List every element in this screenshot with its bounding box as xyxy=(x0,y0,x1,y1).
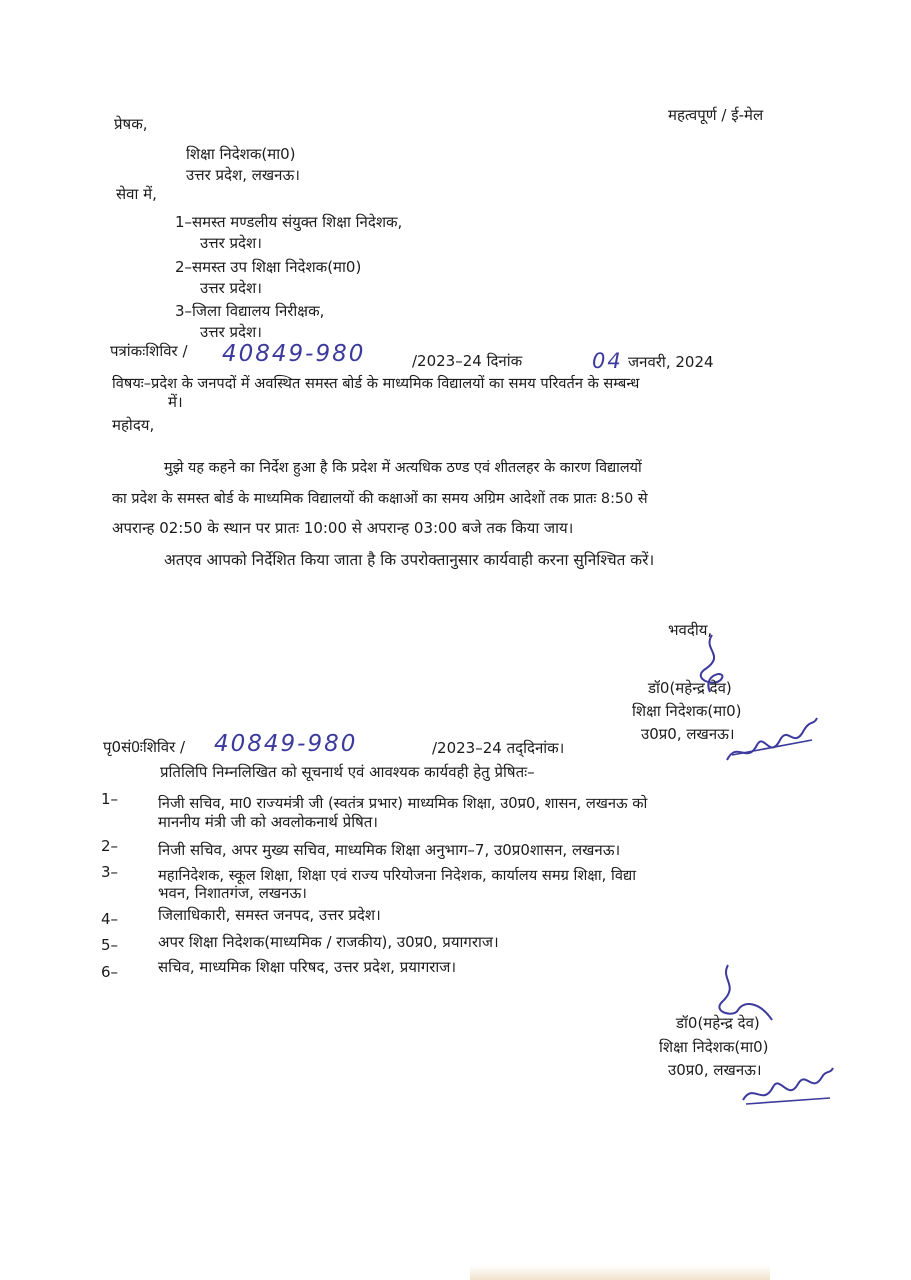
letter-ref-month-year: जनवरी, 2024 xyxy=(628,353,714,371)
copy-item-2-line-1: निजी सचिव, अपर मुख्य सचिव, माध्यमिक शिक्षा अनुभाग–7, उ0प्र0शासन, लखनऊ। xyxy=(158,841,621,859)
recipient-3-name: 3–जिला विद्यालय निरीक्षक, xyxy=(175,302,325,320)
priority-tag: महत्वपूर्ण / ई-मेल xyxy=(668,106,764,124)
letter-ref-handwritten-day: 04 xyxy=(592,349,623,373)
body-paragraph-1-line-1: मुझे यह कहने का निर्देश हुआ है कि प्रदेश में अत्यधिक ठण्ड एवं शीतलहर के कारण विद्यालयों xyxy=(164,460,642,476)
signature-1-closing: भवदीय, xyxy=(668,621,713,639)
recipient-1-place: उत्तर प्रदेश। xyxy=(200,234,262,252)
copy-item-1-line-1: निजी सचिव, मा0 राज्यमंत्री जी (स्वतंत्र प्रभार) माध्यमिक शिक्षा, उ0प्र0, शासन, लखनऊ को xyxy=(158,795,648,812)
body-paragraph-1-line-3: अपरान्ह 02:50 के स्थान पर प्रातः 10:00 से अपरान्ह 03:00 बजे तक किया जाय। xyxy=(112,519,574,537)
copy-item-4-number: 4– xyxy=(101,910,119,928)
copy-item-1-line-2: माननीय मंत्री जी को अवलोकनार्थ प्रेषित। xyxy=(158,813,378,831)
copy-item-1-number: 1– xyxy=(101,790,119,808)
signature-1-designation: शिक्षा निदेशक(मा0) xyxy=(632,702,742,720)
salutation: महोदय, xyxy=(112,416,155,434)
sender-designation: शिक्षा निदेशक(मा0) xyxy=(186,145,296,163)
body-paragraph-2: अतएव आपको निर्देशित किया जाता है कि उपरोक्तानुसार कार्यवाही करना सुनिश्चित करें। xyxy=(164,551,655,569)
recipient-3-place: उत्तर प्रदेश। xyxy=(200,323,262,341)
copy-ref-prefix: पृ0सं0ःशिविर / xyxy=(103,738,186,756)
copy-item-3-line-2: भवन, निशातगंज, लखनऊ। xyxy=(158,884,307,902)
sender-location: उत्तर प्रदेश, लखनऊ। xyxy=(186,166,300,184)
copy-intro: प्रतिलिपि निम्नलिखित को सूचनार्थ एवं आवश्यक कार्यवही हेतु प्रेषितः– xyxy=(160,763,535,781)
sender-label: प्रेषक, xyxy=(114,115,148,133)
letter-ref-session-date: /2023–24 दिनांक xyxy=(412,352,523,370)
body-paragraph-1-line-2: का प्रदेश के समस्त बोर्ड के माध्यमिक विद्यालयों की कक्षाओं का समय अग्रिम आदेशों तक प्रातः 8:50 से xyxy=(112,491,648,507)
signature-1-name: डॉ0(महेन्द्र देव) xyxy=(648,679,732,697)
copy-item-6-line-1: सचिव, माध्यमिक शिक्षा परिषद, उत्तर प्रदेश, प्रयागराज। xyxy=(158,958,457,976)
copy-item-5-line-1: अपर शिक्षा निदेशक(माध्यमिक / राजकीय), उ0प्र0, प्रयागराज। xyxy=(158,933,499,951)
copy-item-2-number: 2– xyxy=(101,837,119,855)
copy-ref-session: /2023–24 तद्‌दिनांक। xyxy=(432,739,565,757)
letter-ref-prefix: पत्रांकःशिविर / xyxy=(110,342,188,360)
copy-item-6-number: 6– xyxy=(101,963,119,981)
letter-ref-handwritten-number: 40849-980 xyxy=(222,341,366,367)
copy-ref-handwritten-number: 40849-980 xyxy=(214,731,358,757)
signature-2-name: डॉ0(महेन्द्र देव) xyxy=(676,1014,760,1032)
signature-2-initials xyxy=(738,1062,838,1112)
scan-edge-shadow xyxy=(470,1266,770,1280)
copy-item-4-line-1: जिलाधिकारी, समस्त जनपद, उत्तर प्रदेश। xyxy=(158,906,381,924)
signature-2-designation: शिक्षा निदेशक(मा0) xyxy=(659,1038,769,1056)
signature-1-initials xyxy=(722,710,822,770)
signature-2-location: उ0प्र0, लखनऊ। xyxy=(668,1061,762,1079)
recipient-2-name: 2–समस्त उप शिक्षा निदेशक(मा0) xyxy=(175,258,362,276)
copy-item-3-line-1: महानिदेशक, स्कूल शिक्षा, शिक्षा एवं राज्य परियोजना निदेशक, कार्यालय समग्र शिक्षा, विद्या xyxy=(158,867,637,884)
subject-line-2: में। xyxy=(168,393,183,411)
recipient-1-name: 1–समस्त मण्डलीय संयुक्त शिक्षा निदेशक, xyxy=(175,213,403,231)
signature-1-location: उ0प्र0, लखनऊ। xyxy=(641,725,735,743)
recipient-2-place: उत्तर प्रदेश। xyxy=(200,279,262,297)
subject-line-1: विषयः–प्रदेश के जनपदों में अवस्थित समस्त बोर्ड के माध्यमिक विद्यालयों का समय परिवर्तन के सम्बन्ध xyxy=(112,375,640,392)
recipients-label: सेवा में, xyxy=(116,185,157,203)
copy-item-5-number: 5– xyxy=(101,936,119,954)
copy-item-3-number: 3– xyxy=(101,863,119,881)
